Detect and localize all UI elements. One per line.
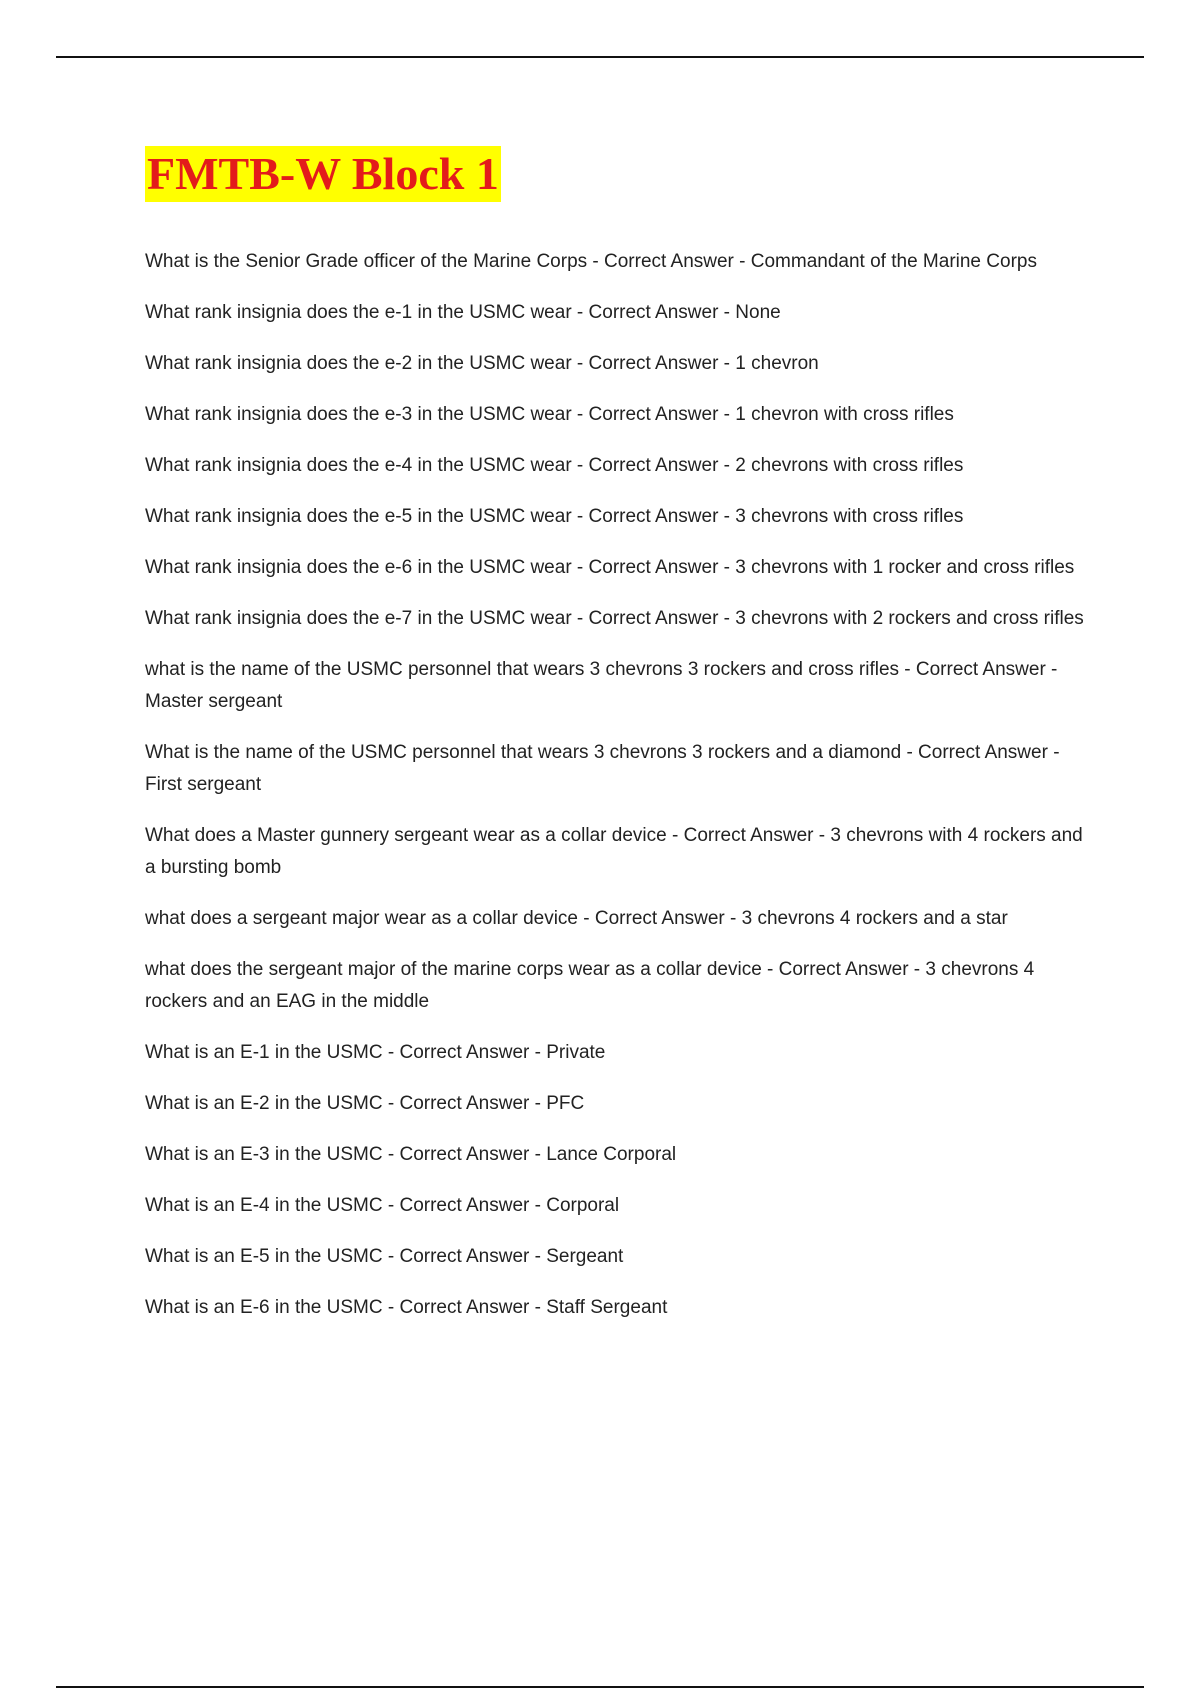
qa-item: What is the name of the USMC personnel that wears 3 chevrons 3 rockers and a diamond - Correct Answer - First sergeant <box>145 742 1060 795</box>
qa-item: What is an E-2 in the USMC - Correct Answer - PFC <box>145 1093 585 1114</box>
qa-item: What rank insignia does the e-4 in the USMC wear - Correct Answer - 2 chevrons with cross rifles <box>145 455 964 476</box>
qa-item: What rank insignia does the e-5 in the USMC wear - Correct Answer - 3 chevrons with cross rifles <box>145 506 964 527</box>
qa-item: What is the Senior Grade officer of the Marine Corps - Correct Answer - Commandant of the Marine Corps <box>145 251 1037 272</box>
qa-item: what does the sergeant major of the marine corps wear as a collar device - Correct Answer - 3 chevrons 4 rockers and an EAG in the middle <box>145 959 1035 1012</box>
qa-item: What rank insignia does the e-7 in the USMC wear - Correct Answer - 3 chevrons with 2 rockers and cross rifles <box>145 608 1084 629</box>
qa-item: What is an E-3 in the USMC - Correct Answer - Lance Corporal <box>145 1144 677 1165</box>
qa-item: What is an E-4 in the USMC - Correct Answer - Corporal <box>145 1195 620 1216</box>
qa-item: What does a Master gunnery sergeant wear as a collar device - Correct Answer - 3 chevrons with 4 rockers and a bursting bomb <box>145 825 1083 878</box>
qa-item: What is an E-6 in the USMC - Correct Answer - Staff Sergeant <box>145 1297 668 1318</box>
qa-item: What is an E-5 in the USMC - Correct Answer - Sergeant <box>145 1246 624 1267</box>
qa-item: What rank insignia does the e-6 in the USMC wear - Correct Answer - 3 chevrons with 1 rocker and cross rifles <box>145 557 1075 578</box>
document-body <box>145 146 1085 1343</box>
qa-item: What rank insignia does the e-1 in the USMC wear - Correct Answer - None <box>145 302 781 323</box>
title-wrap <box>145 146 1085 202</box>
header-rule <box>56 56 1144 58</box>
qa-item: What rank insignia does the e-3 in the USMC wear - Correct Answer - 1 chevron with cross rifles <box>145 404 954 425</box>
qa-item: What is an E-1 in the USMC - Correct Answer - Private <box>145 1042 606 1063</box>
footer-rule <box>56 1686 1144 1688</box>
qa-item: what does a sergeant major wear as a collar device - Correct Answer - 3 chevrons 4 rockers and a star <box>145 908 1008 929</box>
qa-item: What rank insignia does the e-2 in the USMC wear - Correct Answer - 1 chevron <box>145 353 819 374</box>
qa-list <box>145 246 1085 1324</box>
document-title: FMTB-W Block 1 <box>145 146 501 202</box>
qa-item: what is the name of the USMC personnel that wears 3 chevrons 3 rockers and cross rifles - Correct Answer - Master sergeant <box>145 659 1058 712</box>
